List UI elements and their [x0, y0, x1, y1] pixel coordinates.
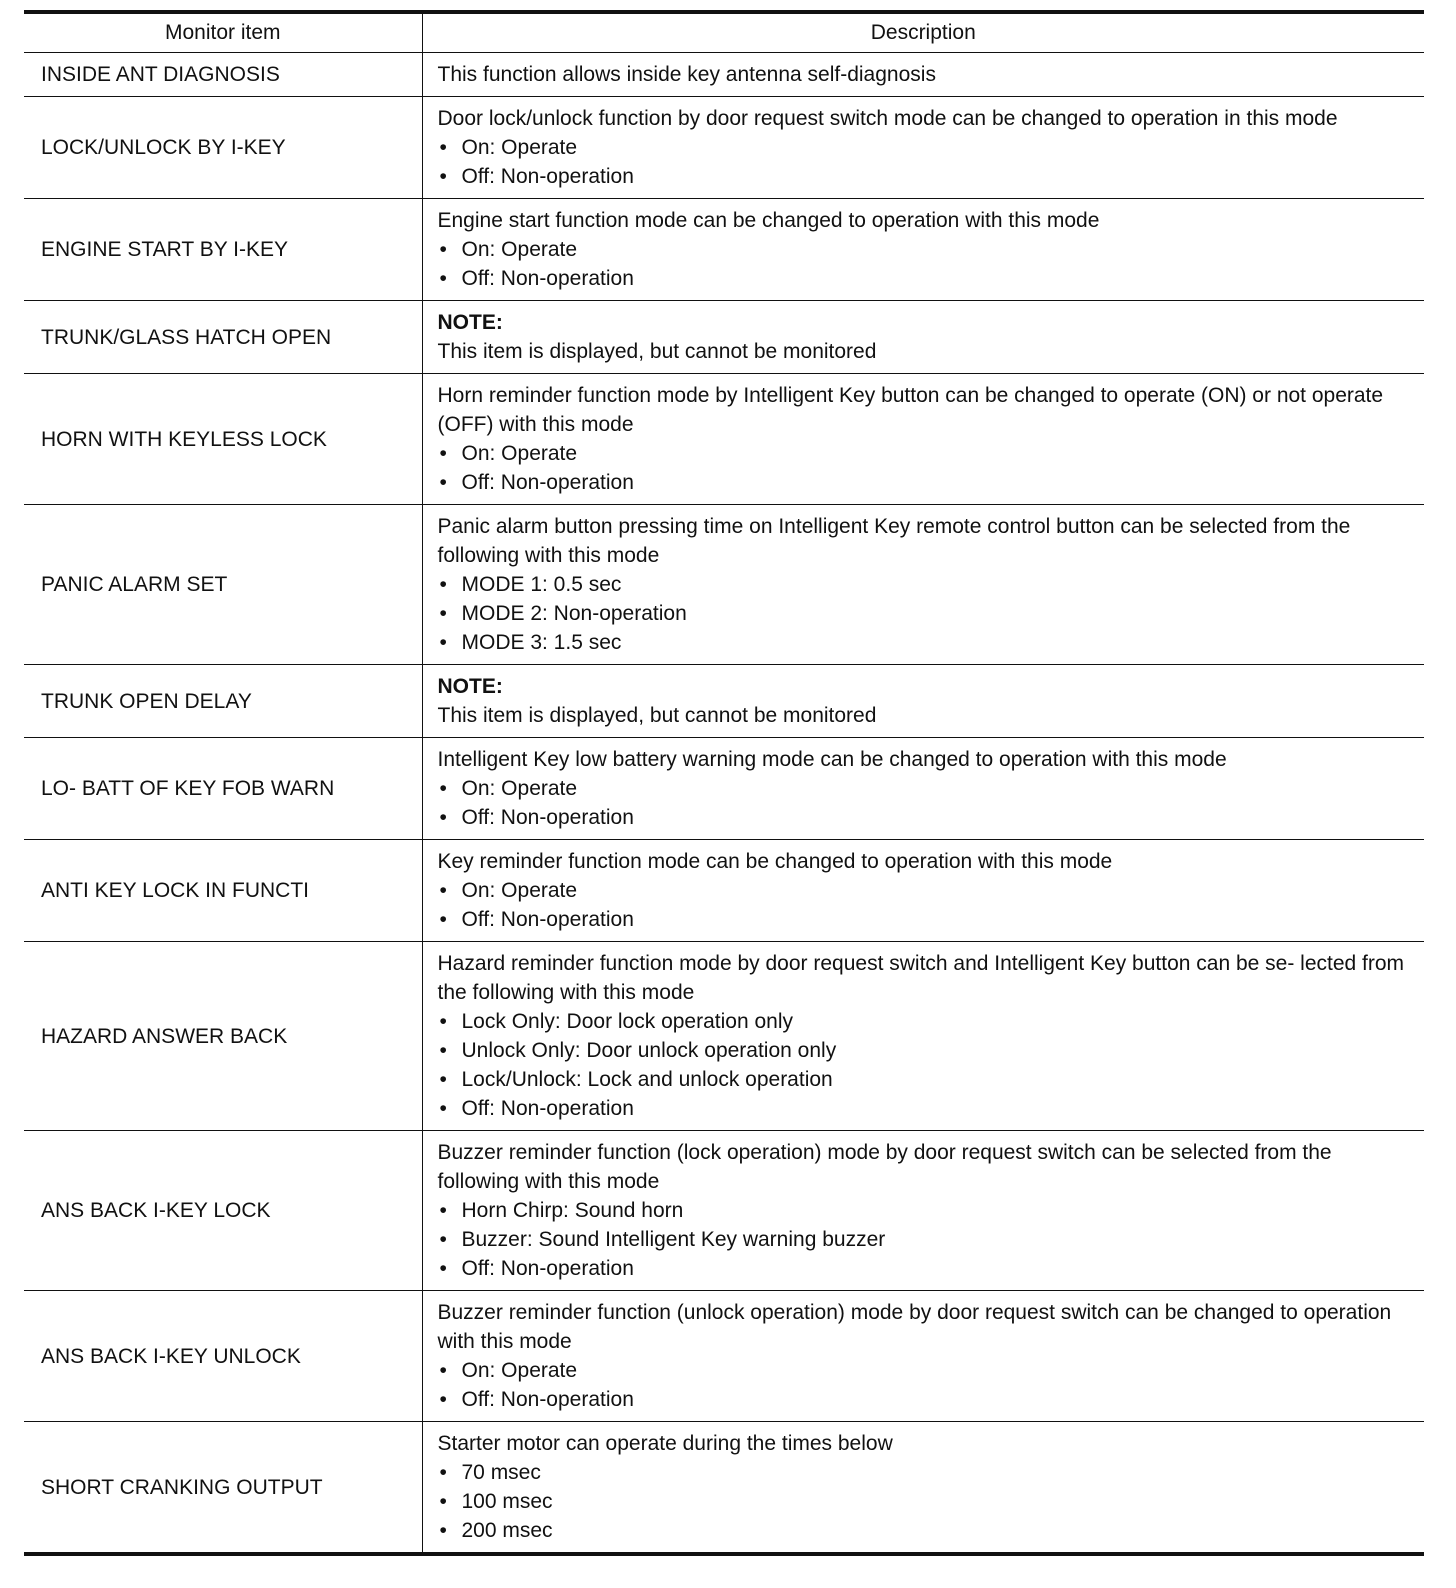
option-item — [438, 1094, 1415, 1123]
description-cell — [422, 738, 1424, 840]
description-text: Key reminder function mode can be changed to operation with this mode — [437, 850, 1113, 873]
description-cell — [422, 1291, 1424, 1422]
option-item — [438, 1487, 1415, 1516]
bullet-icon: • — [439, 1039, 447, 1062]
monitor-item-cell: SHORT CRANKING OUTPUT — [24, 1422, 422, 1555]
option-list — [438, 1007, 1415, 1123]
description-text: Hazard reminder function mode by door request switch and Intelligent Key button can be se- lected from the following with this mode — [437, 952, 1405, 1004]
table-row — [24, 840, 1424, 942]
option-item — [438, 1065, 1415, 1094]
table-row — [24, 97, 1424, 199]
option-text: On: Operate — [461, 777, 578, 800]
option-item — [438, 599, 1415, 628]
monitor-item-cell: LO- BATT OF KEY FOB WARN — [24, 738, 422, 840]
bullet-icon: • — [439, 1388, 447, 1411]
option-list — [438, 133, 1415, 191]
description-cell — [422, 840, 1424, 942]
option-list — [438, 439, 1415, 497]
bullet-icon: • — [439, 806, 447, 829]
option-item — [438, 1007, 1415, 1036]
bullet-icon: • — [439, 238, 447, 261]
option-text: Horn Chirp: Sound horn — [461, 1199, 684, 1222]
option-item — [438, 439, 1415, 468]
option-text: Unlock Only: Door unlock operation only — [461, 1039, 837, 1062]
option-text: On: Operate — [461, 1359, 578, 1382]
monitor-item-cell: ANS BACK I-KEY UNLOCK — [24, 1291, 422, 1422]
description-text: This item is displayed, but cannot be monitored — [437, 340, 877, 363]
monitor-item-cell: TRUNK OPEN DELAY — [24, 665, 422, 738]
option-item — [438, 876, 1415, 905]
option-text: Off: Non-operation — [461, 1257, 634, 1280]
description-cell — [422, 505, 1424, 665]
option-text: Lock/Unlock: Lock and unlock operation — [461, 1068, 833, 1091]
bullet-icon: • — [439, 908, 447, 931]
option-text: On: Operate — [461, 136, 578, 159]
option-item — [438, 235, 1415, 264]
bullet-icon: • — [439, 879, 447, 902]
description-text: Horn reminder function mode by Intelligent Key button can be changed to operate (ON) or not operate (OFF) with this mode — [437, 384, 1384, 436]
bullet-icon: • — [439, 1490, 447, 1513]
option-item — [438, 133, 1415, 162]
description-cell — [422, 942, 1424, 1131]
bullet-icon: • — [439, 165, 447, 188]
bullet-icon: • — [439, 1199, 447, 1222]
option-item — [438, 162, 1415, 191]
bullet-icon: • — [439, 602, 447, 625]
option-item — [438, 628, 1415, 657]
description-text: Intelligent Key low battery warning mode can be changed to operation with this mode — [437, 748, 1227, 771]
bullet-icon: • — [439, 1010, 447, 1033]
description-cell — [422, 1131, 1424, 1291]
option-list — [438, 1458, 1415, 1545]
monitor-item-cell: HAZARD ANSWER BACK — [24, 942, 422, 1131]
table-row — [24, 1291, 1424, 1422]
monitor-item-cell: TRUNK/GLASS HATCH OPEN — [24, 301, 422, 374]
option-item — [438, 1356, 1415, 1385]
table-row — [24, 738, 1424, 840]
table-body — [24, 53, 1424, 1555]
table-row — [24, 1131, 1424, 1291]
bullet-icon: • — [439, 1068, 447, 1091]
option-item — [438, 1254, 1415, 1283]
bullet-icon: • — [439, 1519, 447, 1542]
option-item — [438, 570, 1415, 599]
description-text: Buzzer reminder function (unlock operation) mode by door request switch can be changed to operation with this mode — [437, 1301, 1392, 1353]
table-row — [24, 374, 1424, 505]
option-text: On: Operate — [461, 238, 578, 261]
bullet-icon: • — [439, 1228, 447, 1251]
option-text: Lock Only: Door lock operation only — [461, 1010, 793, 1033]
monitor-item-cell: INSIDE ANT DIAGNOSIS — [24, 53, 422, 97]
table-row — [24, 301, 1424, 374]
option-item — [438, 1036, 1415, 1065]
option-list — [438, 876, 1415, 934]
option-item — [438, 803, 1415, 832]
option-text: On: Operate — [461, 879, 578, 902]
bullet-icon: • — [439, 777, 447, 800]
option-item — [438, 1385, 1415, 1414]
monitor-item-cell: ENGINE START BY I-KEY — [24, 199, 422, 301]
option-text: Off: Non-operation — [461, 806, 634, 829]
description-cell — [422, 97, 1424, 199]
option-item — [438, 1225, 1415, 1254]
option-text: Off: Non-operation — [461, 471, 634, 494]
description-text: This item is displayed, but cannot be monitored — [437, 704, 877, 727]
monitor-item-table — [24, 10, 1424, 1556]
monitor-item-cell: PANIC ALARM SET — [24, 505, 422, 665]
bullet-icon: • — [439, 631, 447, 654]
bullet-icon: • — [439, 1461, 447, 1484]
option-list — [438, 570, 1415, 657]
option-text: Off: Non-operation — [461, 267, 634, 290]
note-label: NOTE: — [437, 311, 503, 334]
option-text: Off: Non-operation — [461, 165, 634, 188]
option-item — [438, 905, 1415, 934]
description-cell — [422, 301, 1424, 374]
description-cell — [422, 374, 1424, 505]
description-cell — [422, 1422, 1424, 1555]
option-item — [438, 264, 1415, 293]
table-row — [24, 942, 1424, 1131]
option-item — [438, 468, 1415, 497]
bullet-icon: • — [439, 1097, 447, 1120]
table-row — [24, 53, 1424, 97]
option-list — [438, 1356, 1415, 1414]
description-text: Engine start function mode can be changed to operation with this mode — [437, 209, 1100, 232]
option-text: On: Operate — [461, 442, 578, 465]
header-description: Description — [870, 21, 976, 44]
description-cell — [422, 199, 1424, 301]
bullet-icon: • — [439, 1257, 447, 1280]
table-row — [24, 665, 1424, 738]
option-text: Off: Non-operation — [461, 1388, 634, 1411]
option-text: 100 msec — [461, 1490, 553, 1513]
bullet-icon: • — [439, 442, 447, 465]
monitor-item-cell: LOCK/UNLOCK BY I-KEY — [24, 97, 422, 199]
note-label: NOTE: — [437, 675, 503, 698]
bullet-icon: • — [439, 267, 447, 290]
table-row — [24, 505, 1424, 665]
bullet-icon: • — [439, 1359, 447, 1382]
option-text: MODE 1: 0.5 sec — [461, 573, 622, 596]
monitor-item-cell: ANTI KEY LOCK IN FUNCTI — [24, 840, 422, 942]
option-list — [438, 1196, 1415, 1283]
option-item — [438, 1196, 1415, 1225]
description-cell — [422, 665, 1424, 738]
option-text: MODE 2: Non-operation — [461, 602, 687, 625]
option-item — [438, 774, 1415, 803]
description-text: This function allows inside key antenna self-diagnosis — [437, 63, 936, 86]
option-text: 200 msec — [461, 1519, 553, 1542]
table-row — [24, 199, 1424, 301]
option-item — [438, 1516, 1415, 1545]
description-text: Buzzer reminder function (lock operation) mode by door request switch can be selected from the following with this mode — [437, 1141, 1332, 1193]
description-text: Starter motor can operate during the times below — [437, 1432, 893, 1455]
table-row — [24, 1422, 1424, 1555]
option-text: MODE 3: 1.5 sec — [461, 631, 622, 654]
bullet-icon: • — [439, 573, 447, 596]
bullet-icon: • — [439, 471, 447, 494]
monitor-item-cell: ANS BACK I-KEY LOCK — [24, 1131, 422, 1291]
option-text: 70 msec — [461, 1461, 541, 1484]
monitor-table-container — [24, 10, 1424, 1556]
description-cell — [422, 53, 1424, 97]
header-row — [24, 12, 1424, 53]
option-list — [438, 774, 1415, 832]
table-header — [24, 12, 1424, 53]
description-text: Door lock/unlock function by door request switch mode can be changed to operation in this mode — [437, 107, 1338, 130]
option-text: Buzzer: Sound Intelligent Key warning buzzer — [461, 1228, 886, 1251]
option-list — [438, 235, 1415, 293]
option-text: Off: Non-operation — [461, 908, 634, 931]
bullet-icon: • — [439, 136, 447, 159]
monitor-item-cell: HORN WITH KEYLESS LOCK — [24, 374, 422, 505]
header-monitor-item: Monitor item — [24, 12, 422, 53]
option-item — [438, 1458, 1415, 1487]
option-text: Off: Non-operation — [461, 1097, 634, 1120]
description-text: Panic alarm button pressing time on Intelligent Key remote control button can be selected from the following with this mode — [437, 515, 1351, 567]
